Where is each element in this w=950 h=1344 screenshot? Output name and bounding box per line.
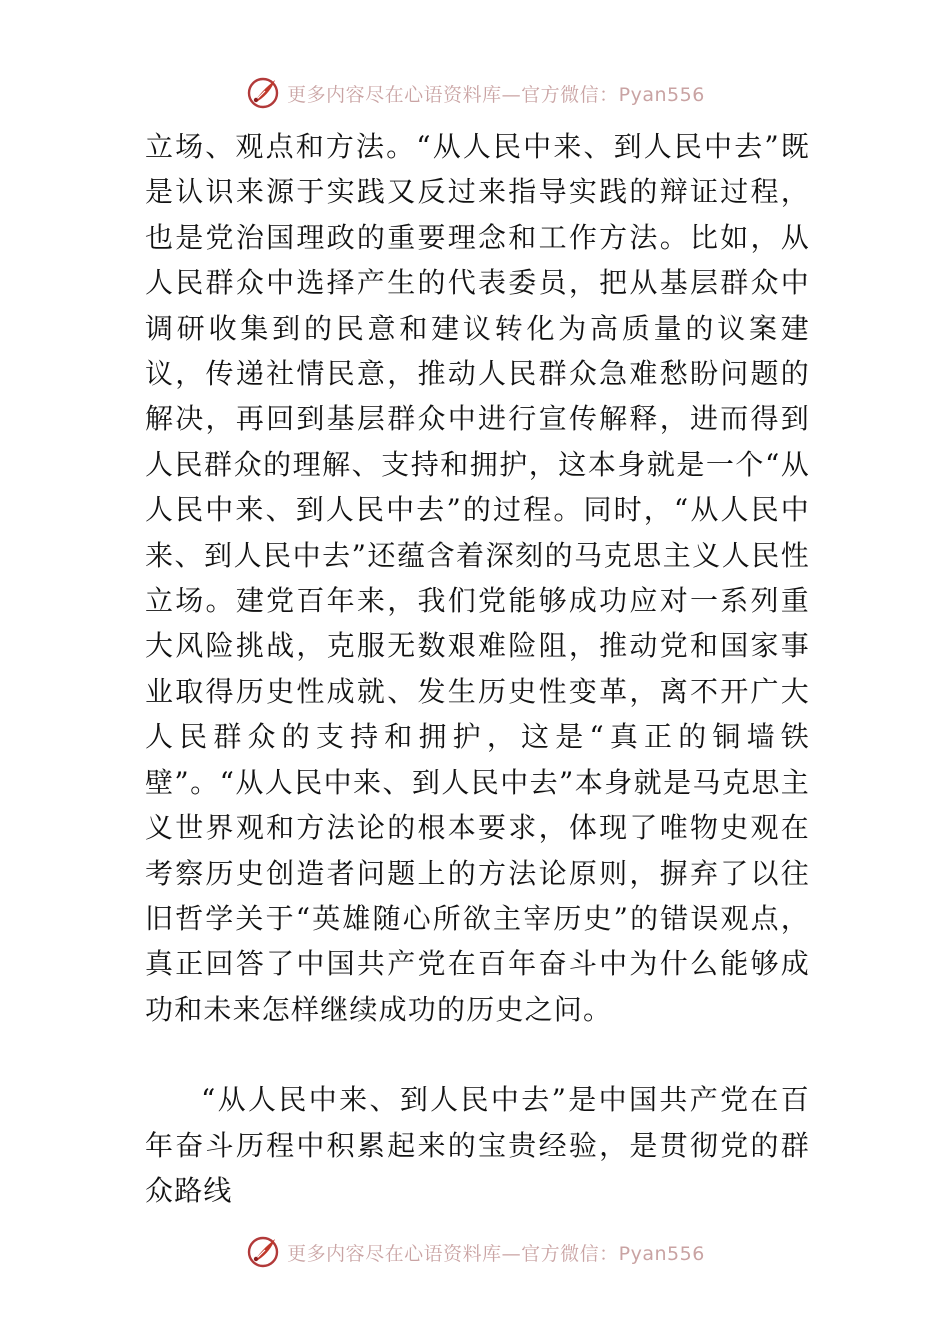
wechat-id: Pyan556 [618,83,705,106]
banner-slogan: 更多内容尽在心语资料库—官方微信： [287,83,619,106]
banner-text [287,1239,705,1266]
quill-pen-logo-icon [245,75,281,111]
paragraph-2: “从人民中来、到人民中去”是中国共产党在百年奋斗历程中积累起来的宝贵经验，是贯彻党的群众路线 [145,1083,810,1207]
banner-text [287,80,705,107]
document-body [145,124,810,1213]
wechat-id: Pyan556 [618,1242,705,1265]
footer-banner [0,1232,950,1272]
header-banner [0,73,950,113]
paragraph-1: 立场、观点和方法。“从人民中来、到人民中去”既是认识来源于实践又反过来指导实践的辩证过程，也是党治国理政的重要理念和工作方法。比如，从人民群众中选择产生的代表委员，把从基层群众中调研收集到的民意和建议转化为高质量的议案建议，传递社情民意，推动人民群众急难愁盼问题的解决，再回到基层群众中进行宣传解释，进而得到人民群众的理解、支持和拥护，这本身就是一个“从人民中来、到人民中去”的过程。同时，“从人民中来、到人民中去”还蕴含着深刻的马克思主义人民性立场。建党百年来，我们党能够成功应对一系列重大风险挑战，克服无数艰难险阻，推动党和国家事业取得历史性成就、发生历史性变革，离不开广大人民群众的支持和拥护，这是“真正的铜墙铁壁”。“从人民中来、到人民中去”本身就是马克思主义世界观和方法论的根本要求，体现了唯物史观在考察历史创造者问题上的方法论原则，摒弃了以往旧哲学关于“英雄随心所欲主宰历史”的错误观点，真正回答了中国共产党在百年奋斗中为什么能够成功和未来怎样继续成功的历史之问。 [145,130,810,1026]
banner-slogan: 更多内容尽在心语资料库—官方微信： [287,1242,619,1265]
quill-pen-logo-icon [245,1234,281,1270]
